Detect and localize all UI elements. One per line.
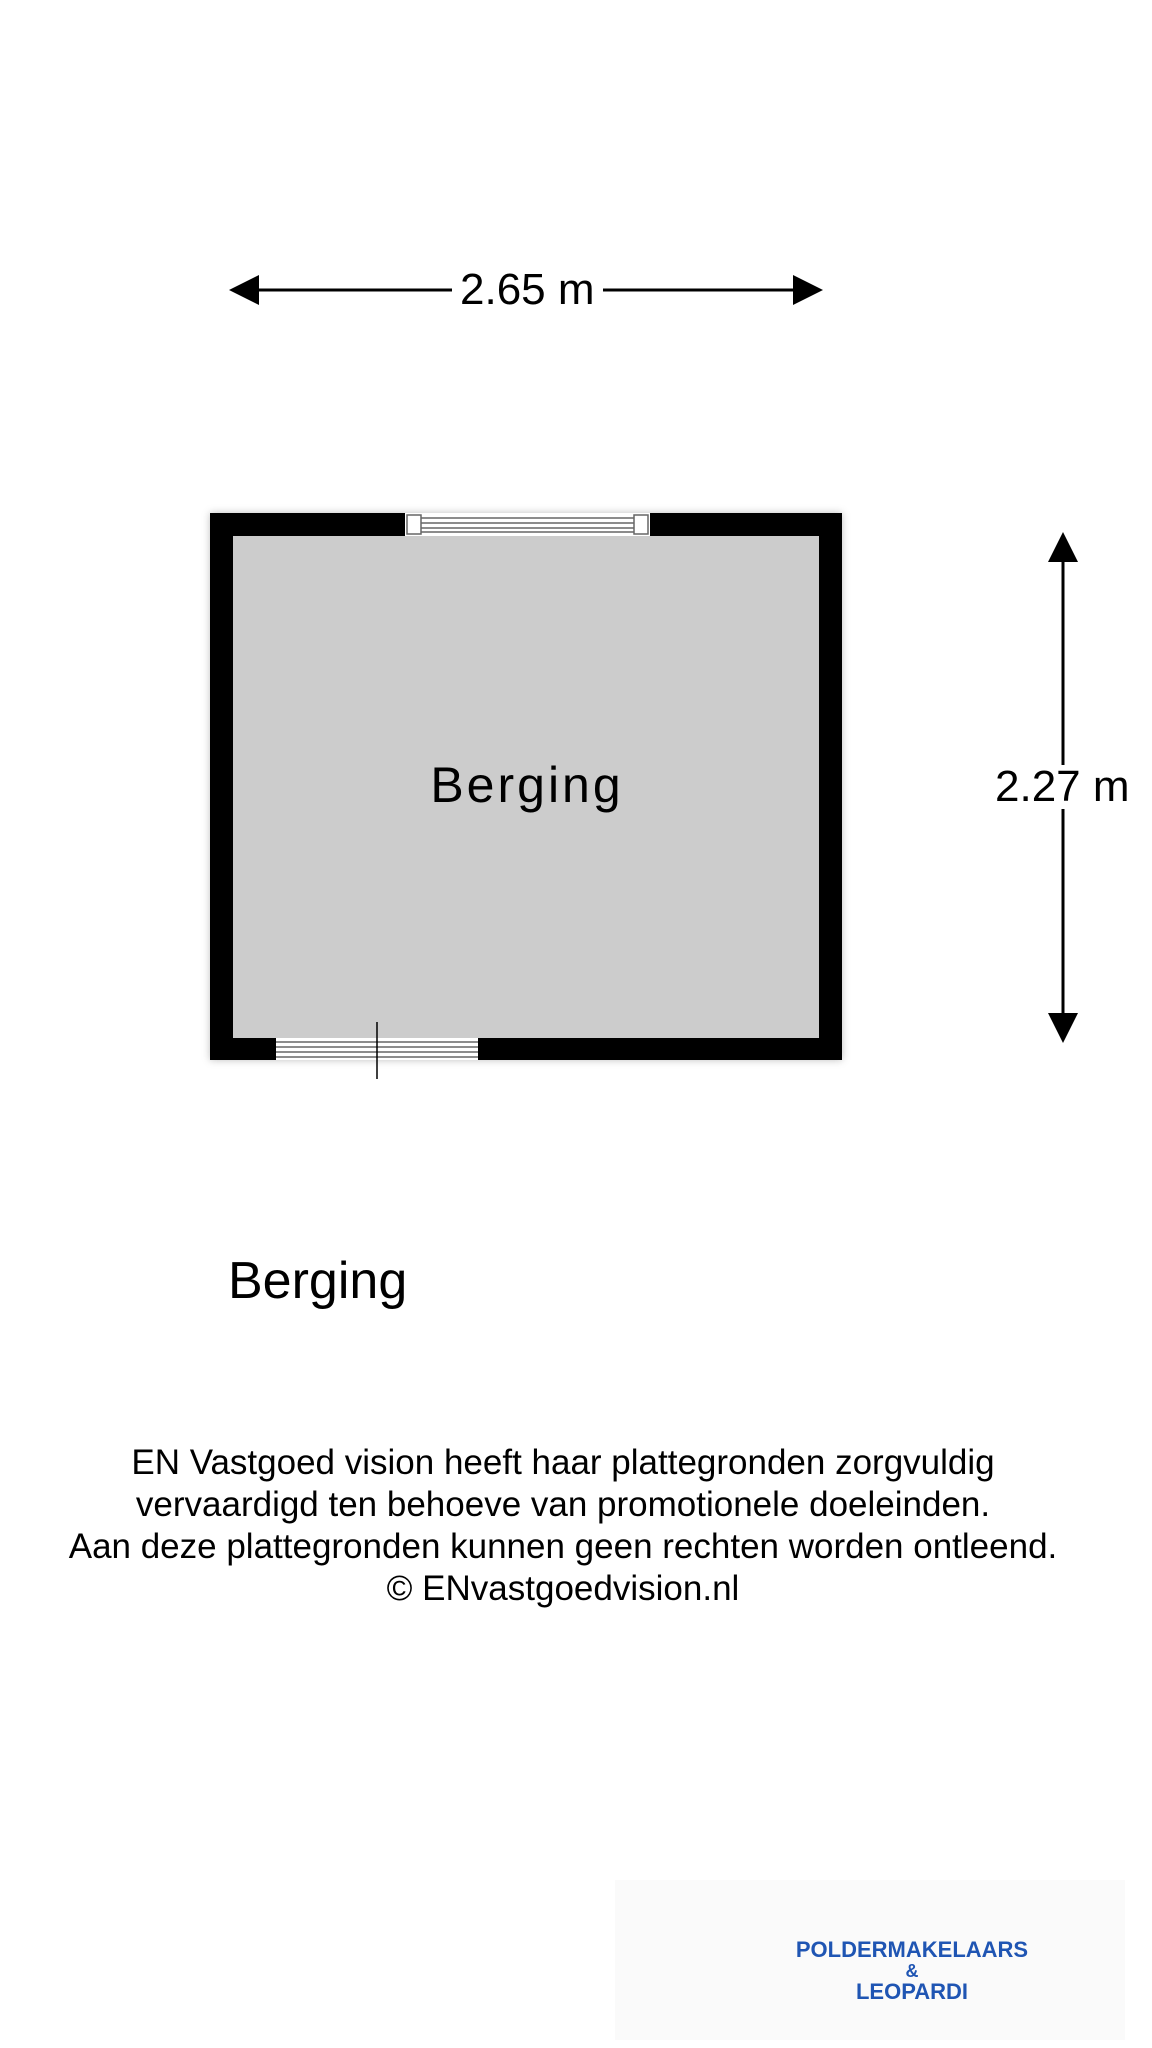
disclaimer [0,1442,1126,1610]
disclaimer-line: Aan deze plattegronden kunnen geen rechten worden ontleend. [68,1527,1058,1566]
top-window [405,513,650,536]
floor-title: Berging [228,1252,408,1310]
room-label: Berging [430,757,624,813]
logo-line-3: LEOPARDI [855,1979,969,2004]
disclaimer-line: EN Vastgoed vision heeft haar plattegronden zorgvuldig [131,1443,995,1482]
logo-text [792,1938,1032,2004]
disclaimer-line: vervaardigd ten behoeve van promotionele doeleinden. [135,1485,991,1524]
height-dimension-label: 2.27 m [995,762,1130,811]
disclaimer-line: © ENvastgoedvision.nl [386,1569,740,1608]
width-dimension-label: 2.65 m [452,268,603,312]
logo-line-1: POLDERMAKELAARS [795,1937,1029,1962]
logo-line-2: & [905,1961,919,1981]
